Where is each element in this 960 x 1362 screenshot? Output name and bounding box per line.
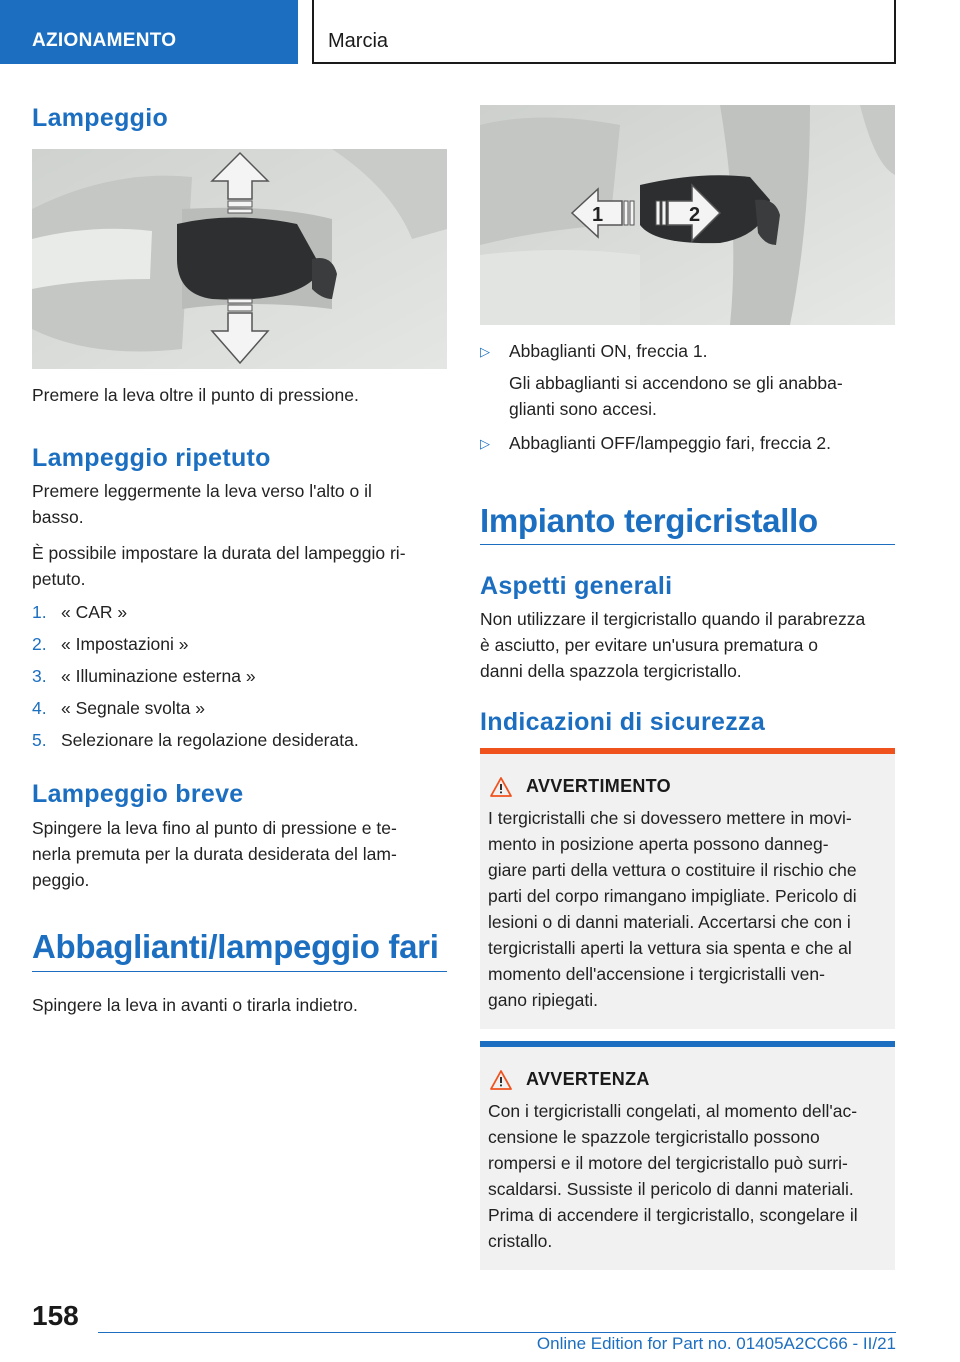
page-number: 158 bbox=[32, 1300, 79, 1331]
heading-rule bbox=[480, 544, 895, 545]
line: danni della spazzola tergicristallo. bbox=[480, 661, 742, 681]
line: mento in posizione aperta possono danneg- bbox=[488, 834, 829, 854]
bullet-text bbox=[509, 430, 831, 457]
line: Gli abbaglianti si accendono se gli anabba- bbox=[509, 373, 843, 393]
line: È possibile impostare la durata del lampeggio ri- bbox=[32, 543, 406, 563]
figure-lever-forward-back bbox=[480, 105, 895, 325]
line: peggio. bbox=[32, 870, 90, 890]
line: petuto. bbox=[32, 569, 86, 589]
warning-triangle-icon bbox=[490, 777, 512, 797]
line: gano ripiegati. bbox=[488, 990, 598, 1010]
line: basso. bbox=[32, 507, 84, 527]
steps-list bbox=[32, 600, 447, 760]
heading-lampeggio: Lampeggio bbox=[32, 104, 169, 132]
line: lesioni o di danni materiali. Accertarsi che con i bbox=[488, 912, 851, 932]
list-item bbox=[32, 600, 447, 632]
warning-text bbox=[480, 1090, 895, 1254]
step-number: 5. bbox=[32, 730, 47, 750]
bullet-text bbox=[509, 338, 843, 422]
step-text: « Segnale svolta » bbox=[61, 698, 205, 718]
step-number: 2. bbox=[32, 634, 47, 654]
list-item bbox=[32, 728, 447, 760]
warning-triangle-icon bbox=[490, 1070, 512, 1090]
line: momento dell'accensione i tergicristalli ven- bbox=[488, 964, 825, 984]
line: è asciutto, per evitare un'usura prematura o bbox=[480, 635, 818, 655]
warning-header bbox=[480, 1047, 895, 1090]
lever-forward-back-illustration bbox=[480, 105, 895, 325]
paragraph-breve bbox=[32, 815, 447, 893]
line: parti del corpo rimangano impigliate. Pericolo di bbox=[488, 886, 857, 906]
paragraph-ripetuto-1 bbox=[32, 478, 447, 530]
heading-lampeggio-breve: Lampeggio breve bbox=[32, 780, 244, 808]
line: Non utilizzare il tergicristallo quando il parabrezza bbox=[480, 609, 866, 629]
line: rompersi e il motore del tergicristallo può surri- bbox=[488, 1153, 848, 1173]
caption-lampeggio: Premere la leva oltre il punto di pressione. bbox=[32, 385, 359, 405]
line: I tergicristalli che si dovessero mettere in movi- bbox=[488, 808, 852, 828]
step-text: « Impostazioni » bbox=[61, 634, 189, 654]
heading-impianto-tergicristallo: Impianto tergicristallo bbox=[480, 502, 818, 539]
section-tab[interactable]: AZIONAMENTO bbox=[0, 0, 298, 64]
line: tergicristalli aperti la vettura sia spenta e che al bbox=[488, 938, 852, 958]
triangle-bullet-icon: ▷ bbox=[480, 344, 490, 359]
list-item bbox=[32, 632, 447, 664]
line: Prima di accendere il tergicristallo, scongelare il bbox=[488, 1205, 858, 1225]
warning-header bbox=[480, 754, 895, 797]
lever-up-down-illustration bbox=[32, 149, 447, 369]
line: Con i tergicristalli congelati, al momento dell'ac- bbox=[488, 1101, 858, 1121]
heading-rule bbox=[32, 971, 447, 972]
warning-title: AVVERTENZA bbox=[526, 1069, 650, 1089]
line: giare parti della vettura o costituire il rischio che bbox=[488, 860, 857, 880]
heading-indicazioni-sicurezza: Indicazioni di sicurezza bbox=[480, 708, 766, 736]
step-text: « CAR » bbox=[61, 602, 128, 622]
line: Abbaglianti ON, freccia 1. bbox=[509, 341, 708, 361]
abbaglianti-bullets bbox=[480, 338, 895, 465]
heading-aspetti-generali: Aspetti generali bbox=[480, 572, 673, 600]
line: nerla premuta per la durata desiderata del lam- bbox=[32, 844, 397, 864]
list-item bbox=[480, 430, 895, 457]
footer-edition: Online Edition for Part no. 01405A2CC66 - II/21 bbox=[536, 1334, 896, 1353]
figure-lever-up-down bbox=[32, 149, 447, 369]
paragraph-aspetti bbox=[480, 606, 900, 684]
chapter-title: Marcia bbox=[312, 0, 896, 64]
warning-title: AVVERTIMENTO bbox=[526, 776, 671, 796]
warning-text bbox=[480, 797, 895, 1013]
arrow-1-label: 1 bbox=[592, 204, 604, 226]
line: censione le spazzole tergicristallo possono bbox=[488, 1127, 820, 1147]
step-number: 3. bbox=[32, 666, 47, 686]
warning-box-avvertenza bbox=[480, 1041, 895, 1270]
heading-lampeggio-ripetuto: Lampeggio ripetuto bbox=[32, 444, 271, 472]
line: cristallo. bbox=[488, 1231, 553, 1251]
line: Abbaglianti OFF/lampeggio fari, freccia 2. bbox=[509, 433, 831, 453]
step-number: 4. bbox=[32, 698, 47, 718]
list-item bbox=[480, 338, 895, 422]
paragraph-ripetuto-2 bbox=[32, 540, 447, 592]
step-text: « Illuminazione esterna » bbox=[61, 666, 256, 686]
paragraph-abbaglianti: Spingere la leva in avanti o tirarla indietro. bbox=[32, 995, 358, 1015]
heading-abbaglianti: Abbaglianti/lampeggio fari bbox=[32, 928, 439, 965]
list-item bbox=[32, 696, 447, 728]
footer-rule bbox=[98, 1332, 896, 1333]
arrow-2-label: 2 bbox=[689, 204, 701, 226]
list-item bbox=[32, 664, 447, 696]
line: scaldarsi. Sussiste il pericolo di danni materiali. bbox=[488, 1179, 854, 1199]
step-number: 1. bbox=[32, 602, 47, 622]
line: Spingere la leva fino al punto di pressione e te- bbox=[32, 818, 397, 838]
step-text: Selezionare la regolazione desiderata. bbox=[61, 730, 359, 750]
line: Premere leggermente la leva verso l'alto o il bbox=[32, 481, 372, 501]
warning-box-avvertimento bbox=[480, 748, 895, 1029]
triangle-bullet-icon: ▷ bbox=[480, 436, 490, 451]
line: glianti sono accesi. bbox=[509, 399, 657, 419]
